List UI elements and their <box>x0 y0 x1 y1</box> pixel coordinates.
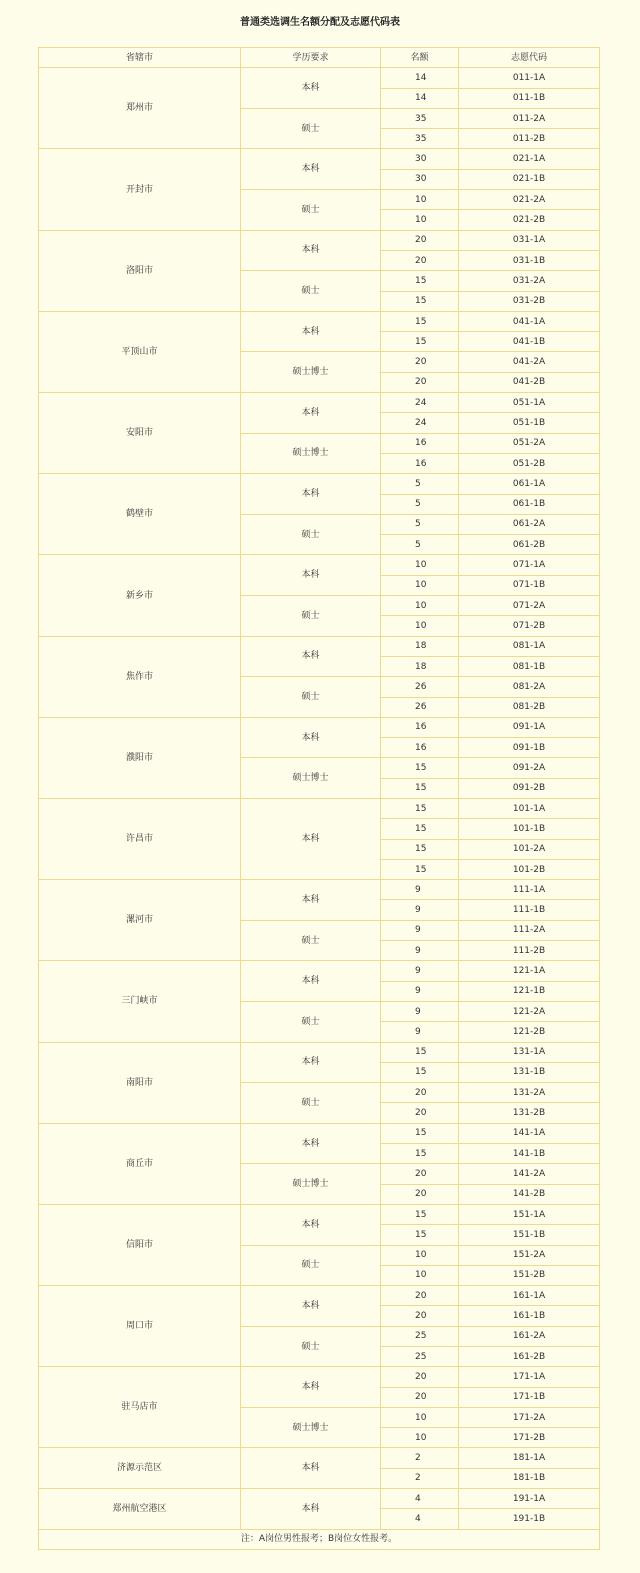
code-cell: 101-2B <box>459 859 600 879</box>
code-cell: 061-1A <box>459 474 600 494</box>
education-cell: 本科 <box>241 1448 381 1489</box>
code-cell: 101-2A <box>459 839 600 859</box>
quota-cell: 10 <box>381 616 459 636</box>
code-cell: 071-2B <box>459 616 600 636</box>
education-cell: 硕士 <box>241 1326 381 1367</box>
education-cell: 本科 <box>241 1123 381 1164</box>
city-cell: 鹤壁市 <box>39 474 241 555</box>
city-cell: 开封市 <box>39 149 241 230</box>
city-cell: 周口市 <box>39 1286 241 1367</box>
quota-cell: 16 <box>381 738 459 758</box>
code-cell: 141-2B <box>459 1184 600 1204</box>
code-cell: 061-2B <box>459 535 600 555</box>
quota-cell: 9 <box>381 1022 459 1042</box>
code-cell: 101-1B <box>459 819 600 839</box>
quota-cell: 15 <box>381 1123 459 1143</box>
quota-cell: 4 <box>381 1489 459 1509</box>
quota-cell: 16 <box>381 433 459 453</box>
code-cell: 021-1B <box>459 169 600 189</box>
table-note: 注：A岗位男性报考；B岗位女性报考。 <box>39 1529 600 1549</box>
quota-cell: 20 <box>381 1083 459 1103</box>
table-row <box>39 1204 600 1224</box>
quota-cell: 5 <box>381 535 459 555</box>
education-cell: 硕士 <box>241 271 381 312</box>
table-title: 普通类选调生名额分配及志愿代码表 <box>240 17 400 28</box>
education-cell: 本科 <box>241 1204 381 1245</box>
table-row <box>39 961 600 981</box>
city-cell: 济源示范区 <box>39 1448 241 1489</box>
education-cell: 硕士 <box>241 596 381 637</box>
city-cell: 新乡市 <box>39 555 241 636</box>
code-cell: 131-2A <box>459 1083 600 1103</box>
quota-cell: 30 <box>381 149 459 169</box>
education-cell: 硕士 <box>241 1083 381 1124</box>
quota-cell: 35 <box>381 129 459 149</box>
code-cell: 041-2A <box>459 352 600 372</box>
code-cell: 171-1B <box>459 1387 600 1407</box>
city-cell: 驻马店市 <box>39 1367 241 1448</box>
code-cell: 121-1A <box>459 961 600 981</box>
city-cell: 许昌市 <box>39 798 241 879</box>
quota-cell: 20 <box>381 352 459 372</box>
quota-cell: 20 <box>381 1103 459 1123</box>
code-cell: 041-1B <box>459 332 600 352</box>
table-row <box>39 230 600 250</box>
quota-table <box>38 47 600 1550</box>
code-cell: 151-1B <box>459 1225 600 1245</box>
quota-cell: 18 <box>381 656 459 676</box>
code-cell: 021-2B <box>459 210 600 230</box>
education-cell: 硕士 <box>241 920 381 961</box>
quota-cell: 5 <box>381 474 459 494</box>
table-row <box>39 636 600 656</box>
code-cell: 091-1A <box>459 717 600 737</box>
code-cell: 161-1B <box>459 1306 600 1326</box>
quota-cell: 15 <box>381 291 459 311</box>
education-cell: 硕士博士 <box>241 758 381 799</box>
quota-cell: 24 <box>381 393 459 413</box>
city-cell: 平顶山市 <box>39 311 241 392</box>
quota-cell: 15 <box>381 271 459 291</box>
education-cell: 本科 <box>241 311 381 352</box>
code-cell: 151-1A <box>459 1204 600 1224</box>
quota-cell: 4 <box>381 1509 459 1529</box>
quota-cell: 10 <box>381 210 459 230</box>
code-cell: 141-2A <box>459 1164 600 1184</box>
code-cell: 021-2A <box>459 190 600 210</box>
header-education: 学历要求 <box>241 48 381 68</box>
quota-cell: 10 <box>381 1245 459 1265</box>
quota-cell: 20 <box>381 1286 459 1306</box>
city-cell: 洛阳市 <box>39 230 241 311</box>
table-row <box>39 717 600 737</box>
quota-cell: 10 <box>381 190 459 210</box>
code-cell: 111-2B <box>459 941 600 961</box>
education-cell: 本科 <box>241 1367 381 1408</box>
code-cell: 121-2A <box>459 1001 600 1021</box>
quota-cell: 20 <box>381 230 459 250</box>
header-row <box>39 48 600 68</box>
quota-cell: 15 <box>381 1062 459 1082</box>
table-row <box>39 880 600 900</box>
code-cell: 101-1A <box>459 798 600 818</box>
table-row <box>39 393 600 413</box>
quota-cell: 9 <box>381 961 459 981</box>
quota-cell: 2 <box>381 1468 459 1488</box>
code-cell: 111-1B <box>459 900 600 920</box>
quota-cell: 14 <box>381 68 459 88</box>
code-cell: 051-2B <box>459 453 600 473</box>
code-cell: 171-2A <box>459 1407 600 1427</box>
code-cell: 051-2A <box>459 433 600 453</box>
code-cell: 131-1A <box>459 1042 600 1062</box>
quota-cell: 35 <box>381 108 459 128</box>
quota-cell: 15 <box>381 778 459 798</box>
quota-cell: 20 <box>381 1367 459 1387</box>
quota-cell: 15 <box>381 332 459 352</box>
code-cell: 191-1A <box>459 1489 600 1509</box>
quota-cell: 9 <box>381 920 459 940</box>
education-cell: 硕士 <box>241 108 381 149</box>
quota-cell: 26 <box>381 697 459 717</box>
quota-cell: 9 <box>381 880 459 900</box>
education-cell: 本科 <box>241 393 381 434</box>
code-cell: 081-2B <box>459 697 600 717</box>
header-city: 省辖市 <box>39 48 241 68</box>
code-cell: 141-1B <box>459 1144 600 1164</box>
city-cell: 焦作市 <box>39 636 241 717</box>
code-cell: 161-2A <box>459 1326 600 1346</box>
table-row <box>39 555 600 575</box>
quota-cell: 9 <box>381 941 459 961</box>
table-row <box>39 1286 600 1306</box>
table-row <box>39 1489 600 1509</box>
education-cell: 硕士博士 <box>241 1164 381 1205</box>
quota-cell: 20 <box>381 1184 459 1204</box>
quota-cell: 10 <box>381 1428 459 1448</box>
table-row <box>39 149 600 169</box>
education-cell: 本科 <box>241 555 381 596</box>
education-cell: 硕士 <box>241 1245 381 1286</box>
quota-cell: 16 <box>381 453 459 473</box>
quota-cell: 9 <box>381 981 459 1001</box>
code-cell: 131-1B <box>459 1062 600 1082</box>
code-cell: 111-1A <box>459 880 600 900</box>
quota-cell: 24 <box>381 413 459 433</box>
city-cell: 三门峡市 <box>39 961 241 1042</box>
quota-cell: 15 <box>381 1225 459 1245</box>
quota-cell: 16 <box>381 717 459 737</box>
education-cell: 本科 <box>241 1286 381 1327</box>
code-cell: 171-2B <box>459 1428 600 1448</box>
code-cell: 081-1A <box>459 636 600 656</box>
quota-cell: 30 <box>381 169 459 189</box>
quota-cell: 10 <box>381 555 459 575</box>
code-cell: 121-2B <box>459 1022 600 1042</box>
education-cell: 本科 <box>241 1489 381 1530</box>
education-cell: 本科 <box>241 636 381 677</box>
code-cell: 011-1A <box>459 68 600 88</box>
code-cell: 191-1B <box>459 1509 600 1529</box>
education-cell: 本科 <box>241 1042 381 1083</box>
quota-cell: 10 <box>381 1265 459 1285</box>
code-cell: 031-1B <box>459 250 600 270</box>
header-quota: 名额 <box>381 48 459 68</box>
education-cell: 硕士博士 <box>241 433 381 474</box>
table-body <box>39 68 600 1529</box>
quota-cell: 10 <box>381 1407 459 1427</box>
code-cell: 061-1B <box>459 494 600 514</box>
code-cell: 081-2A <box>459 677 600 697</box>
education-cell: 硕士博士 <box>241 352 381 393</box>
quota-cell: 20 <box>381 1164 459 1184</box>
code-cell: 011-2A <box>459 108 600 128</box>
code-cell: 171-1A <box>459 1367 600 1387</box>
table-row <box>39 311 600 331</box>
education-cell: 本科 <box>241 230 381 271</box>
quota-cell: 10 <box>381 596 459 616</box>
code-cell: 051-1B <box>459 413 600 433</box>
quota-cell: 15 <box>381 1204 459 1224</box>
quota-cell: 9 <box>381 1001 459 1021</box>
quota-cell: 15 <box>381 1042 459 1062</box>
table-row <box>39 1367 600 1387</box>
quota-cell: 15 <box>381 859 459 879</box>
quota-cell: 25 <box>381 1326 459 1346</box>
code-cell: 021-1A <box>459 149 600 169</box>
code-cell: 111-2A <box>459 920 600 940</box>
header-code: 志愿代码 <box>459 48 600 68</box>
city-cell: 商丘市 <box>39 1123 241 1204</box>
code-cell: 181-1B <box>459 1468 600 1488</box>
code-cell: 151-2B <box>459 1265 600 1285</box>
education-cell: 本科 <box>241 880 381 921</box>
code-cell: 041-1A <box>459 311 600 331</box>
code-cell: 151-2A <box>459 1245 600 1265</box>
education-cell: 本科 <box>241 798 381 879</box>
quota-cell: 20 <box>381 250 459 270</box>
quota-cell: 5 <box>381 494 459 514</box>
code-cell: 071-1A <box>459 555 600 575</box>
code-cell: 031-1A <box>459 230 600 250</box>
quota-cell: 9 <box>381 900 459 920</box>
code-cell: 131-2B <box>459 1103 600 1123</box>
code-cell: 181-1A <box>459 1448 600 1468</box>
quota-cell: 15 <box>381 758 459 778</box>
quota-cell: 15 <box>381 798 459 818</box>
quota-cell: 15 <box>381 311 459 331</box>
code-cell: 031-2B <box>459 291 600 311</box>
quota-cell: 15 <box>381 839 459 859</box>
note-row <box>39 1529 600 1549</box>
education-cell: 硕士 <box>241 190 381 231</box>
education-cell: 本科 <box>241 717 381 758</box>
table-row <box>39 474 600 494</box>
quota-cell: 14 <box>381 88 459 108</box>
code-cell: 161-1A <box>459 1286 600 1306</box>
code-cell: 121-1B <box>459 981 600 1001</box>
quota-cell: 15 <box>381 1144 459 1164</box>
code-cell: 051-1A <box>459 393 600 413</box>
code-cell: 091-2A <box>459 758 600 778</box>
city-cell: 安阳市 <box>39 393 241 474</box>
quota-cell: 20 <box>381 372 459 392</box>
code-cell: 071-2A <box>459 596 600 616</box>
city-cell: 南阳市 <box>39 1042 241 1123</box>
code-cell: 061-2A <box>459 514 600 534</box>
code-cell: 091-2B <box>459 778 600 798</box>
table-row <box>39 798 600 818</box>
city-cell: 郑州市 <box>39 68 241 149</box>
city-cell: 信阳市 <box>39 1204 241 1285</box>
table-row <box>39 1042 600 1062</box>
education-cell: 硕士 <box>241 677 381 718</box>
quota-cell: 26 <box>381 677 459 697</box>
city-cell: 濮阳市 <box>39 717 241 798</box>
education-cell: 本科 <box>241 961 381 1002</box>
code-cell: 141-1A <box>459 1123 600 1143</box>
code-cell: 031-2A <box>459 271 600 291</box>
quota-cell: 20 <box>381 1306 459 1326</box>
table-row <box>39 68 600 88</box>
quota-cell: 10 <box>381 575 459 595</box>
quota-cell: 2 <box>381 1448 459 1468</box>
quota-cell: 5 <box>381 514 459 534</box>
code-cell: 091-1B <box>459 738 600 758</box>
education-cell: 硕士 <box>241 514 381 555</box>
code-cell: 011-1B <box>459 88 600 108</box>
code-cell: 161-2B <box>459 1347 600 1367</box>
education-cell: 硕士博士 <box>241 1407 381 1448</box>
city-cell: 郑州航空港区 <box>39 1489 241 1530</box>
code-cell: 081-1B <box>459 656 600 676</box>
education-cell: 本科 <box>241 68 381 109</box>
code-cell: 041-2B <box>459 372 600 392</box>
quota-cell: 15 <box>381 819 459 839</box>
education-cell: 本科 <box>241 474 381 515</box>
quota-cell: 18 <box>381 636 459 656</box>
table-row <box>39 1448 600 1468</box>
city-cell: 漯河市 <box>39 880 241 961</box>
quota-cell: 25 <box>381 1347 459 1367</box>
quota-cell: 20 <box>381 1387 459 1407</box>
table-row <box>39 1123 600 1143</box>
education-cell: 本科 <box>241 149 381 190</box>
education-cell: 硕士 <box>241 1001 381 1042</box>
code-cell: 071-1B <box>459 575 600 595</box>
code-cell: 011-2B <box>459 129 600 149</box>
